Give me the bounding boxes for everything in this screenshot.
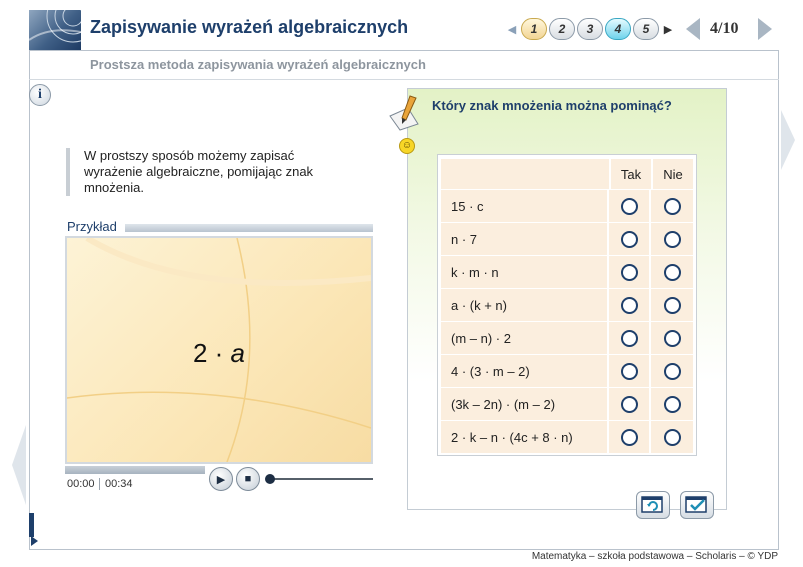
expression-cell: (3k – 2n) · (m – 2) [441, 388, 609, 420]
toc-marker[interactable] [29, 513, 34, 537]
table-row [441, 322, 693, 354]
radio-no[interactable] [664, 429, 681, 446]
expression-cell: 15 · c [441, 190, 609, 222]
formula-number: 2 · [192, 338, 231, 368]
table-row [441, 190, 693, 222]
radio-yes[interactable] [621, 264, 638, 281]
stop-icon: ■ [244, 473, 252, 485]
prev-slide-button[interactable] [686, 18, 700, 40]
table-row [441, 355, 693, 387]
media-progress-bar[interactable] [65, 466, 205, 474]
info-icon[interactable]: i [29, 84, 51, 106]
example-header-bar [125, 224, 373, 232]
expression-cell: a · (k + n) [441, 289, 609, 321]
stop-button[interactable] [236, 467, 260, 491]
question-text: Który znak mnożenia można pominąć? [432, 98, 672, 113]
table-header-no: Nie [651, 159, 693, 189]
example-label: Przykład [67, 219, 117, 234]
radio-no[interactable] [664, 330, 681, 347]
formula-variable: a [230, 338, 246, 368]
radio-no[interactable] [664, 297, 681, 314]
seek-track[interactable] [270, 478, 373, 480]
radio-yes[interactable] [621, 198, 638, 215]
divider [29, 79, 779, 80]
radio-no[interactable] [664, 363, 681, 380]
radio-yes[interactable] [621, 297, 638, 314]
radio-yes[interactable] [621, 330, 638, 347]
radio-yes[interactable] [621, 231, 638, 248]
radio-no[interactable] [664, 264, 681, 281]
radio-yes[interactable] [621, 363, 638, 380]
radio-no[interactable] [664, 396, 681, 413]
expression-cell: k · m · n [441, 256, 609, 288]
seek-knob[interactable] [265, 474, 275, 484]
page-subtitle: Prostsza metoda zapisywania wyrażeń algebraicznych [90, 57, 426, 72]
table-row [441, 223, 693, 255]
page-button-4[interactable]: 4 [605, 18, 631, 40]
time-total: 00:34 [105, 478, 133, 490]
play-icon: ▶ [216, 473, 226, 486]
time-current: 00:00 [67, 478, 95, 490]
page-title: Zapisywanie wyrażeń algebraicznych [90, 17, 409, 37]
table-header-expression [441, 159, 609, 189]
pager-next-icon[interactable]: ▶ [663, 23, 673, 36]
radio-no[interactable] [664, 198, 681, 215]
table-row [441, 256, 693, 288]
radio-no[interactable] [664, 231, 681, 248]
table-row [441, 421, 693, 453]
slide-counter: 4/10 [710, 20, 739, 37]
next-slide-button[interactable] [758, 18, 772, 40]
slide-navigation [686, 17, 772, 41]
page-button-2[interactable]: 2 [549, 18, 575, 40]
reset-icon [641, 495, 665, 515]
header [0, 0, 803, 50]
expression-cell: 2 · k – n · (4c + 8 · n) [441, 421, 609, 453]
logo-icon [29, 10, 81, 50]
check-button[interactable] [680, 491, 714, 519]
table-row [441, 289, 693, 321]
check-icon [685, 495, 709, 515]
play-button[interactable] [209, 467, 233, 491]
expression-cell: n · 7 [441, 223, 609, 255]
example-animation [65, 236, 373, 464]
expression-cell: 4 · (3 · m – 2) [441, 355, 609, 387]
radio-yes[interactable] [621, 429, 638, 446]
page-button-3[interactable]: 3 [577, 18, 603, 40]
expression-cell: (m – n) · 2 [441, 322, 609, 354]
table-row [441, 388, 693, 420]
page-button-5[interactable]: 5 [633, 18, 659, 40]
pencil-icon [388, 94, 422, 132]
page-button-1[interactable]: 1 [521, 18, 547, 40]
page-pager [505, 17, 675, 41]
radio-yes[interactable] [621, 396, 638, 413]
pager-prev-icon[interactable]: ◀ [507, 23, 517, 36]
footer-credits: Matematyka – szkoła podstawowa – Scholaris – © YDP [531, 551, 778, 562]
side-next-arrow-icon[interactable] [781, 110, 795, 170]
table-header-yes: Tak [609, 159, 651, 189]
lead-text: W prostszy sposób możemy zapisać wyrażenie algebraiczne, pomijając znak mnożenia. [66, 148, 326, 196]
example-formula [67, 338, 371, 369]
toc-arrow-icon[interactable] [31, 536, 38, 546]
reset-button[interactable] [636, 491, 670, 519]
answer-table [437, 154, 697, 456]
smile-icon: ☺ [399, 138, 415, 154]
time-separator [99, 478, 100, 490]
side-prev-arrow-icon[interactable] [12, 425, 26, 505]
